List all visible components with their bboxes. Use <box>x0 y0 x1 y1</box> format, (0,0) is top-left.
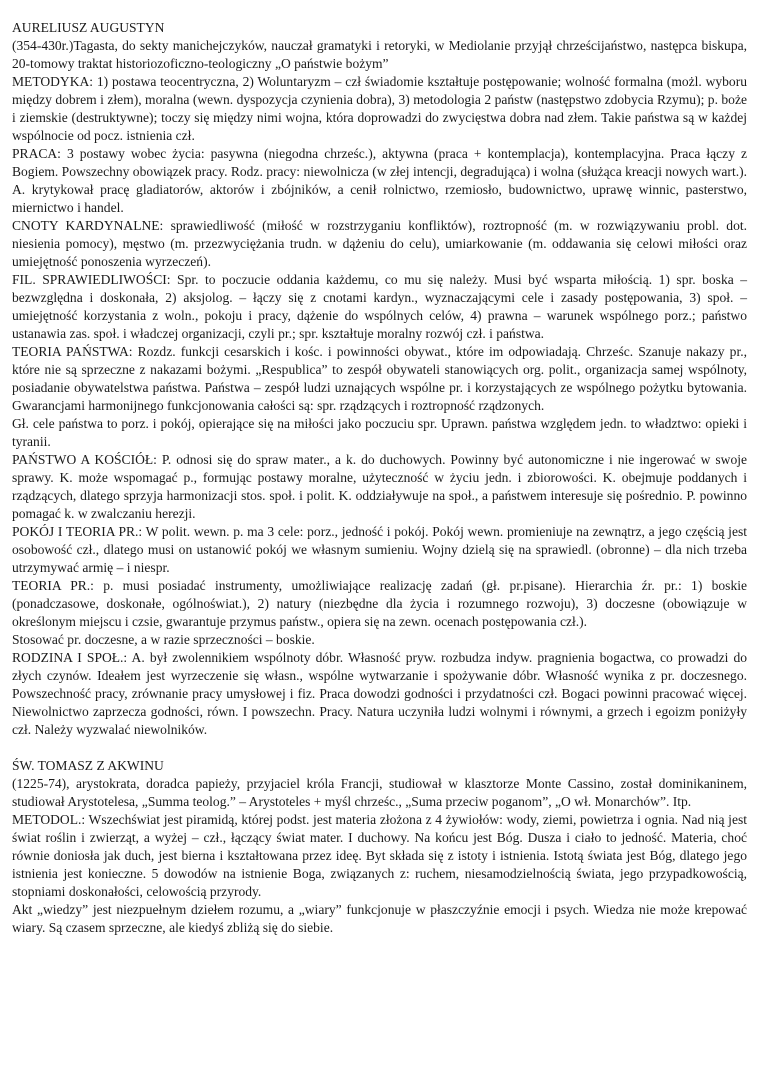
paragraph: (1225-74), arystokrata, doradca papieży, przyjaciel króla Francji, studiował w klasztorze Monte Cassino, został dominikaninem, studiował Arystotelesa, „Summa teolog.” – Arystoteles + myśl chrześc., „Suma przeciw poganom”, „O wł. Monarchów”. Itp. <box>12 776 747 809</box>
section-gap <box>12 739 747 757</box>
paragraph: PAŃSTWO A KOŚCIÓŁ: P. odnosi się do spraw mater., a k. do duchowych. Powinny być autonomiczne i nie ingerować w swoje sprawy. K. może wspomagać p., formując postawy moralne, użyteczność w życiu jedn. i zbiorowości. K. obejmuje poddanych i rządzących, dlatego sprzyja harmonizacji stos. społ. i polit. K. oddziaływuje na społ., a państwem interesuje się pośrednio. P. powinno pomagać k. w zwalczaniu herezji. <box>12 452 747 521</box>
paragraph: RODZINA I SPOŁ.: A. był zwolennikiem wspólnoty dóbr. Własność pryw. rozbudza indyw. pragnienia bogactwa, co prowadzi do złych czynów. Ideałem jest wyrzeczenie się własn., wspólne wytwarzanie i spożywanie dóbr. Własność wynika z pr. doczesnego. Powszechność pracy, zrównanie pracy umysłowej i fiz. Praca dowodzi godności i przydatności czł. Bogaci powinni pracować więcej. Niewolnictwo zaprzecza godności, równ. I powszechn. Pracy. Natura uczyniła ludzi wolnymi i równymi, a grzech i egoizm poniżyły czł. Należy wyzwalać niewolników. <box>12 650 747 737</box>
paragraph: Gł. cele państwa to porz. i pokój, opierające się na miłości jako poczuciu spr. Uprawn. państwa względem jedn. to władztwo: opieki i tyranii. <box>12 416 747 449</box>
paragraph: CNOTY KARDYNALNE: sprawiedliwość (miłość w rozstrzyganiu konfliktów), roztropność (m. w rozwiązywaniu probl. dot. niesienia pomocy), męstwo (m. przezwyciężania trudn. w dążeniu do celu), umiarkowanie (m. oddawania się celowi miłości oraz umiejętność ponoszenia wyrzeczeń). <box>12 218 747 269</box>
section-augustyn <box>12 19 747 739</box>
paragraph: PRACA: 3 postawy wobec życia: pasywna (niegodna chrześc.), aktywna (praca + kontemplacja), kontemplacyjna. Praca łączy z Bogiem. Powszechny obowiązek pracy. Rodz. pracy: niewolnicza (w złej intencji, degradująca) i wolna (służąca kreacji nowych wart.). A. krytykował pracę gladiatorów, aktorów i zbójników, a cenił rolnictwo, rzemiosło, budownictwo, uprawę winnic, pasterstwo, miernictwo i handel. <box>12 146 747 215</box>
section-title: AURELIUSZ AUGUSTYN <box>12 20 165 35</box>
section-tomasz <box>12 757 747 937</box>
paragraph: Akt „wiedzy” jest niezpuełnym dziełem rozumu, a „wiary” funkcjonuje w płaszczyźnie emocji i psych. Wiedza nie może krepować wiary. Są czasem sprzeczne, ale kiedyś zbliżą się do siebie. <box>12 902 747 935</box>
paragraph: FIL. SPRAWIEDLIWOŚCI: Spr. to poczucie oddania każdemu, co mu się należy. Musi być wsparta miłością. 1) spr. boska – bezwzględna i doskonała, 2) aksjolog. – łączy się z cnotami kardyn., wyznaczającymi cele i zasady postępowania, 3) społ. – umiejętność korzystania z woln., pokoju i pracy, dążenie do wspólnych celów, 4) prawna – warunek wspólnego porz.; państwo ustanawia zas. społ. i władczej organizacji, czyli pr.; spr. kształtuje moralny rozwój czł. i państwa. <box>12 272 747 341</box>
paragraph: TEORIA PAŃSTWA: Rozdz. funkcji cesarskich i kośc. i powinności obywat., które im odpowiadają. Chrześc. Szanuje nakazy pr., które nie są sprzeczne z nakazami bożymi. „Respublica” to zespół obywateli stanowiących org. polit., organizacja samej wspólnoty, posiadanie obywatelstwa państwa. Państwa – zespół ludzi uznających wspólne pr. i korzystających ze wspólnego pożytku bytowania. Gwarancjami harmonijnego funkcjonowania całości są: spr. rządzących i roztropność rządzonych. <box>12 344 747 413</box>
paragraph: METODOL.: Wszechświat jest piramidą, której podst. jest materia złożona z 4 żywiołów: wody, ziemi, powietrza i ognia. Nad nią jest świat roślin i zwierząt, a wyżej – czł., łączący świat mater. I duchowy. Na końcu jest Bóg. Dusza i ciało to jedność. Materia, choć równie doniosła jak duch, jest bierna i kształtowana przez ideę. Byt składa się z istoty i istnienia. Istotą świata jest Bóg, dlatego jego istnienia jest konieczne. 5 dowodów na istnienie Boga, związanych z: ruchem, niesamodzielnością świata, jego przypadkowością, stopniami doskonałości, celowością przyrody. <box>12 812 747 899</box>
section-title: ŚW. TOMASZ Z AKWINU <box>12 758 164 773</box>
paragraph: (354-430r.)Tagasta, do sekty manichejczyków, nauczał gramatyki i retoryki, w Mediolanie przyjął chrześcijaństwo, następca biskupa, 20-tomowy traktat historiozoficzno-teologiczny „O państwie bożym” <box>12 38 747 71</box>
paragraph: Stosować pr. doczesne, a w razie sprzeczności – boskie. <box>12 632 315 647</box>
paragraph: METODYKA: 1) postawa teocentryczna, 2) Woluntaryzm – czł świadomie kształtuje postępowanie; wolność formalna (możl. wyboru między dobrem i złem), moralna (wewn. dyspozycja czynienia dobra), 3) metodologia 2 państw (następstwo zdobycia Rzymu); p. boże i ziemskie (destruktywne); toczy się między nimi wojna, która doprowadzi do zwycięstwa dobra nad złem. Takie państwa są w każdej wspólnocie od pocz. istnienia czł. <box>12 74 747 143</box>
paragraph: POKÓJ I TEORIA PR.: W polit. wewn. p. ma 3 cele: porz., jedność i pokój. Pokój wewn. promieniuje na zewnątrz, a jego częścią jest osobowość czł., dlatego musi on ustanowić pokój we własnym sumieniu. Wojny dzielą się na sprawiedl. (obronne) – dla nich trzeba utrzymywać armię – i niespr. <box>12 524 747 575</box>
paragraph: TEORIA PR.: p. musi posiadać instrumenty, umożliwiające realizację zadań (gł. pr.pisane). Hierarchia źr. pr.: 1) boskie (ponadczasowe, doskonałe, ogólnoświat.), 2) natury (niezbędne dla życia i rozumnego rozwoju), 3) doczesne (obowiązuje w określonym miejscu i czsie, gwarantuje przymus państw., opiera się na zewn. ocenach postępowania czł.). <box>12 578 747 629</box>
